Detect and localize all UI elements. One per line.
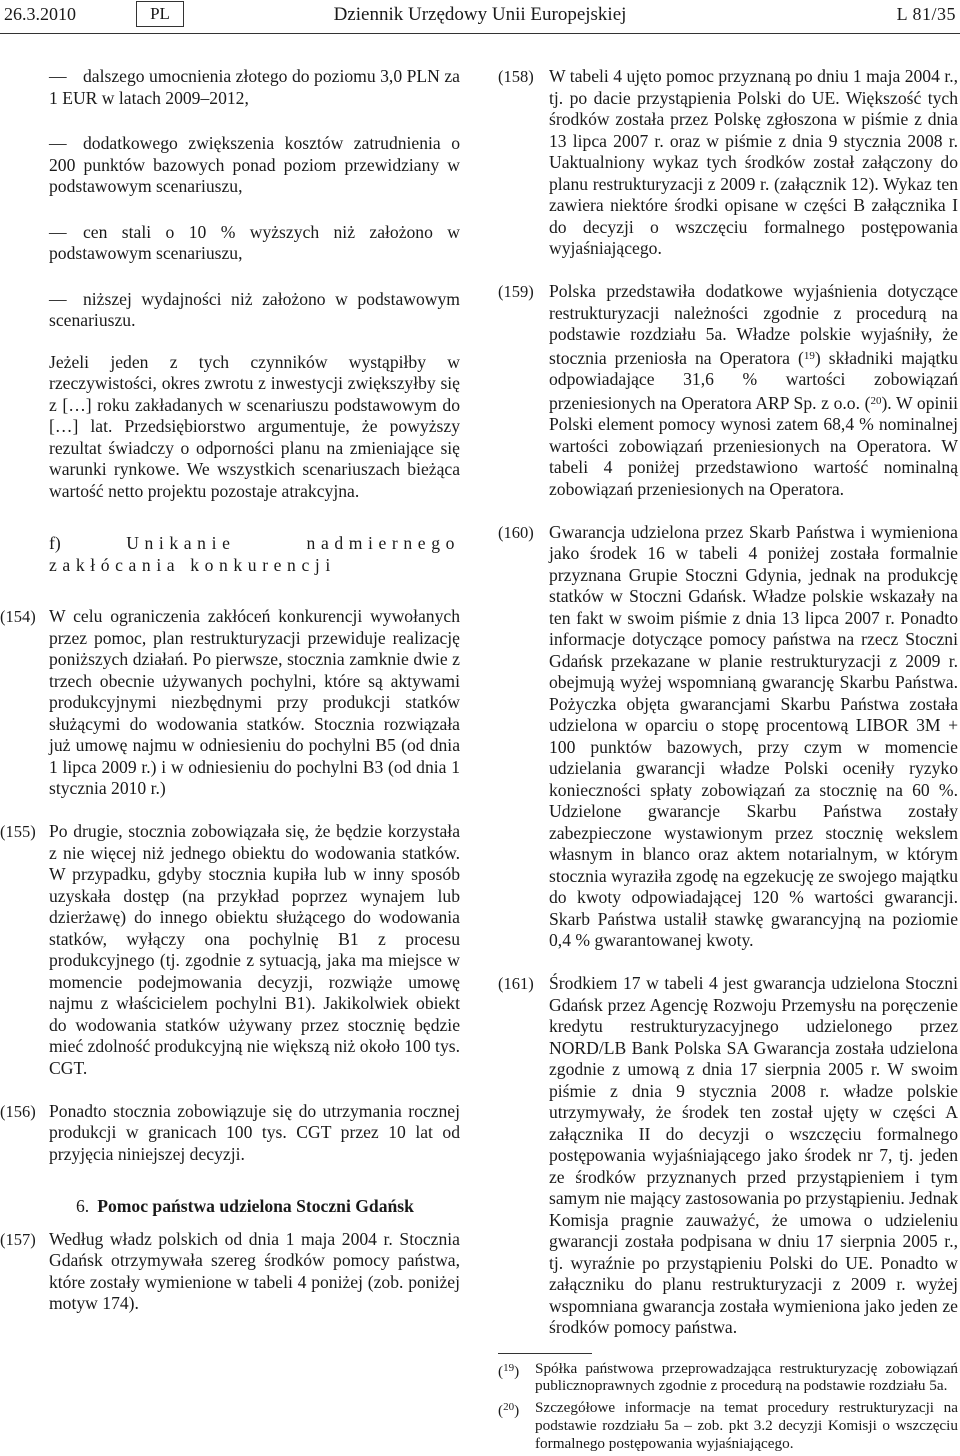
page-number: L 81/35	[896, 4, 956, 24]
footnote	[498, 1399, 958, 1452]
recital-number: (156)	[0, 1101, 36, 1121]
recital-number: (160)	[498, 522, 534, 542]
recital-text-c: ). W opinii Polski element pomocy wynosi zatem 68,4 % nominalnej wartości zobowiązań przeniesionych na Operatora. W tabeli 4 poniżej przedstawiono wartość nominalną zobowiązań przeniesionych na Operatora.	[549, 392, 958, 499]
section-number: 6.	[76, 1196, 90, 1216]
recital-number: (158)	[498, 67, 534, 86]
dash-mark: —	[49, 221, 67, 242]
footnote-number: ($^{19}$)	[498, 1361, 520, 1380]
paragraph: Jeżeli jeden z tych czynników wystąpiłby w rzeczywistości, okres zwrotu z inwestycji zwiększyłby się z […] roku zakładanych w scenariuszu podstawowym do […] lat. Przedsiębiorstwo argumentuje, że powyższy rezultat świadczy o odporności planu na zmieniające się warunki rynkowe. We wszystkich scenariuszach bieżąca wartość netto projektu pozostaje atrakcyjna.	[49, 351, 460, 501]
recital-text: W celu ograniczenia zakłóceń konkurencji wywołanych przez pomoc, plan restrukturyzacji przewiduje realizację poniższych działań. Po pierwsze, stocznia zamknie dwie z trzech obecnie używanych pochylni, które są aktywami produkcyjnymi niezbędnymi przy produkcji statków służącymi do wodowania statków. Stocznia rozwiązała już umowę najmu w odniesieniu do pochylni B5 (od dnia 1 lipca 2009 r.) i w odniesieniu do pochylni B3 (od dnia 1 stycznia 2010 r.)	[49, 606, 460, 798]
recital-number: (157)	[0, 1229, 36, 1249]
dash-mark: —	[49, 133, 67, 153]
section-title: Pomoc państwa udzielona Stoczni Gdańsk	[97, 1196, 414, 1216]
recital-text-b: ) składniki majątku odpowiadające 31,6 % wartości zobowiązań przeniesionych na Operatora ARP Sp. z o.o. (	[549, 347, 958, 413]
recital-159	[498, 281, 958, 500]
footnote-number: ($^{20}$)	[498, 1401, 520, 1420]
language-badge: PL	[136, 1, 184, 27]
footnote-divider	[498, 1353, 592, 1354]
section-heading	[0, 1196, 460, 1218]
dash-item	[0, 222, 460, 265]
dash-item	[0, 133, 460, 198]
journal-title: Dziennik Urzędowy Unii Europejskiej	[333, 4, 627, 25]
right-column	[498, 66, 958, 1456]
recital-text: Ponadto stocznia zobowiązuje się do utrzymania rocznej produkcji w granicach 100 tys. CGT przez 10 lat od przyjęcia niniejszej decyzji.	[49, 1100, 460, 1164]
recital-text: W tabeli 4 ujęto pomoc przyznaną po dniu 1 maja 2004 r., tj. po dacie przystąpienia Polski do UE. Większość tych środków została przez Polskę zgłoszona w piśmie z dnia 13 lipca 2007 r. oraz w piśmie z dnia 9 stycznia 2008 r. Uaktualniony wykaz tych środków został załączony do planu restrukturyzacji z 2009 r. (załącznik 12). Wykaz ten zawiera niektóre środki opisane w części B załącznika I do decyzji o wszczęciu formalnego postępowania wyjaśniającego.	[549, 66, 958, 258]
subheading	[0, 533, 460, 576]
recital-157	[0, 1229, 460, 1315]
recital-text: Po drugie, stocznia zobowiązała się, że będzie korzystała z nie więcej niż jednego obiektu do wodowania statków. W przypadku, gdyby stocznia kupiła lub w inny sposób uzyskała dostęp (na przykład poprzez wynajem lub dzierżawę) do innego obiektu służącego do wodowania statków, wyłączy ona pochylnię B1 z procesu produkcyjnego (tj. zgodnie z sytuacją, jaka ma miejsce w momencie podejmowania decyzji, rozwiąże umowę najmu z właścicielem pochylni B1). Jakikolwiek obiekt do wodowania statków używany przez stocznię będzie mieć zdolność produkcyjną nie większą niż około 100 tys. CGT.	[49, 821, 460, 1078]
dash-text: niższej wydajności niż założono w podstawowym scenariuszu.	[49, 288, 460, 330]
dash-mark: —	[49, 66, 67, 86]
page-header	[0, 0, 960, 34]
recital-text-a: Polska przedstawiła dodatkowe wyjaśnienia dotyczące restrukturyzacji należności zgodnie z procedurą na podstawie rozdziału 5a. Władze polskie wyjaśniły, że stocznia przeniosła na Operatora (	[549, 281, 958, 368]
recital-text: Gwarancja udzielona przez Skarb Państwa i wymieniona jako środek 16 w tabeli 4 poniżej została formalnie przyznana Grupie Stoczni Gdynia, jednak na produkcję statków w Stoczni Gdańsk. Władze polskie wskazały na ten fakt w swoim piśmie z dnia 13 lipca 2007 r. Ponadto informacje dotyczące pomocy państwa na rzecz Stoczni Gdańsk przekazane w planie restrukturyzacji z 2009 r. obejmują wyżej wspomnianą gwarancję Skarbu Państwa. Pożyczka objęta gwarancjami Skarbu Państwa została udzielona w oparciu o stopę procentową LIBOR 3M + 100 punktów bazowych, przy czym w momencie udzielania gwarancji władze Polski oceniły ryzyko konieczności spłaty zobowiązań za stocznię na 60 %. Udzielone gwarancje Skarbu Państwa zostały zabezpieczone wystawionym przez stocznię wekslem własnym in blanco oraz aktem notarialnym, w którym stocznia wyraziła zgodę na egzekucję ze swojego majątku do kwoty odpowiadającej 120 % wartości gwarancji. Skarb Państwa ustalił stawkę gwarancyjną na poziomie 0,4 % gwarantowanej kwoty.	[549, 521, 958, 950]
recital-text: Środkiem 17 w tabeli 4 jest gwarancja udzielona Stoczni Gdańsk przez Agencję Rozwoju Przemysłu na poręczenie kredytu restrukturyzacyjnego udzielonego przez NORD/LB Bank Polska SA Gwarancja została udzielona zgodnie z umową z dnia 17 sierpnia 2005 r. W swoim piśmie z dnia 9 stycznia 2008 r. władze polskie utrzymywały, że środek ten został ujęty w części A załącznika II do decyzji o wszczęciu formalnego postępowania wyjaśniającego jako środek nr 7, tj. jeden ze środków przyznanych przed przystąpieniem i tym samym nie mający zastosowania po przystąpieniu. Jednak Komisja pragnie zauważyć, że umowa o udzieleniu gwarancji została podpisana w dniu 17 sierpnia 2005 r., tj. wyraźnie po przystąpieniu Polski do UE. Ponadto w załączniku do planu restrukturyzacji z 2009 r. wyżej wspomniana gwarancja została wymieniona jako jeden ze środków pomocy państwa.	[549, 973, 958, 1337]
recital-160	[498, 522, 958, 952]
dash-text: dalszego umocnienia złotego do poziomu 3,0 PLN za 1 EUR w latach 2009–2012,	[49, 66, 460, 108]
dash-text: cen stali o 10 % wyższych niż założono w podstawowym scenariuszu,	[49, 221, 460, 263]
dash-item	[0, 289, 460, 332]
recital-154	[0, 606, 460, 800]
footnote-text: Spółka państwowa przeprowadzająca restrukturyzację zobowiązań publicznoprawnych zgodnie z procedurą na podstawie rozdziału 5a.	[535, 1359, 958, 1395]
left-column	[0, 66, 460, 1315]
footnote-text: Szczegółowe informacje na temat procedury restrukturyzacji na podstawie rozdziału 5a – zob. pkt 3.2 decyzji Komisji o wszczęciu formalnego postępowania wyjaśniającego.	[535, 1399, 958, 1452]
dash-text: dodatkowego zwiększenia kosztów zatrudnienia o 200 punktów bazowych ponad poziom przewidziany w podstawowym scenariuszu,	[49, 133, 460, 196]
subheading-title: Unikanie nadmiernego zakłócania konkurencji	[49, 533, 460, 575]
subheading-label: f)	[49, 533, 61, 553]
recital-text: Według władz polskich od dnia 1 maja 2004 r. Stocznia Gdańsk otrzymywała szereg środków pomocy państwa, które zostały wymienione w tabeli 4 poniżej (zob. poniżej motyw 174).	[49, 1228, 460, 1313]
recital-161	[498, 973, 958, 1339]
publication-date: 26.3.2010	[4, 4, 76, 24]
dash-item	[0, 66, 460, 109]
recital-155	[0, 821, 460, 1079]
recital-number: (159)	[498, 282, 534, 301]
footnote	[498, 1360, 958, 1396]
dash-mark: —	[49, 288, 67, 309]
recital-number: (155)	[0, 822, 36, 841]
recital-158	[498, 66, 958, 260]
recital-156	[0, 1101, 460, 1166]
recital-number: (154)	[0, 607, 36, 626]
footnote-ref[interactable]: 19	[803, 349, 815, 362]
footnote-ref[interactable]: 20	[870, 394, 882, 407]
recital-number: (161)	[498, 974, 534, 993]
